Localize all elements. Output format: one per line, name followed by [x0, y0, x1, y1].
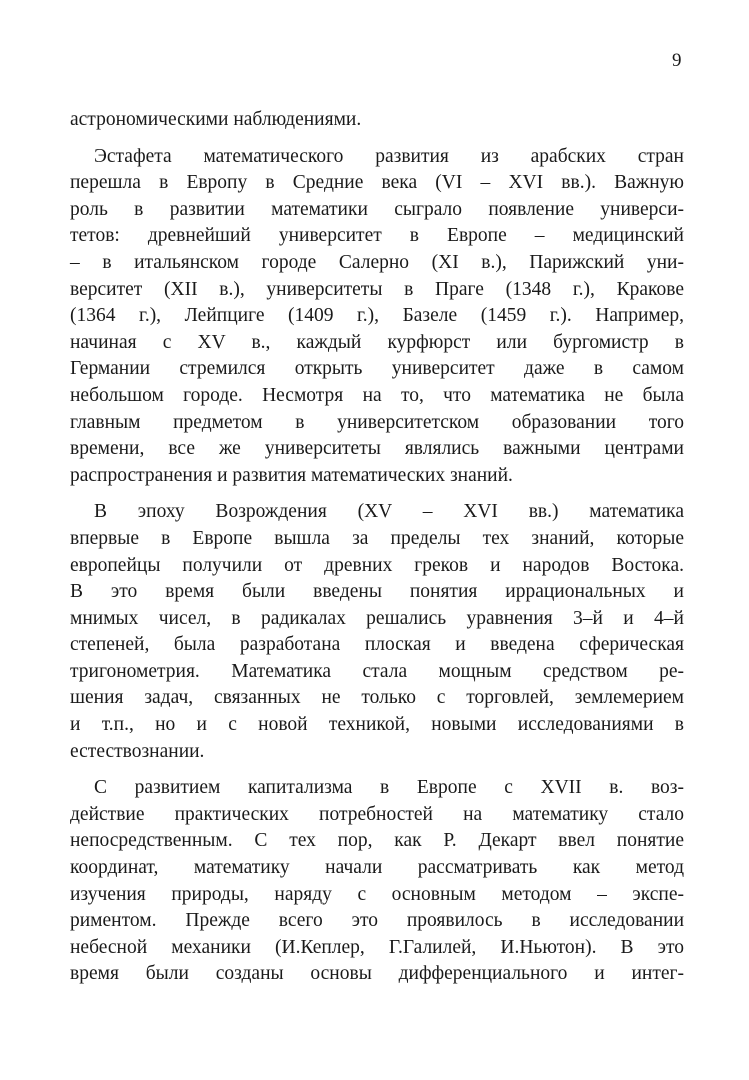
text-line: степеней, была разработана плоская и введена сферическая — [70, 634, 684, 656]
text-line: непосредственным. С тех пор, как Р. Декарт ввел понятие — [70, 830, 684, 852]
text-line: небольшом городе. Несмотря на то, что математика не была — [70, 384, 684, 406]
text-line: – в итальянском городе Салерно (XI в.), Парижский уни- — [70, 251, 684, 273]
text-line: тригонометрия. Математика стала мощным средством ре- — [70, 660, 684, 682]
text-line: перешла в Европу в Средние века (VI – XVI вв.). Важную — [70, 172, 684, 194]
text-line: риментом. Прежде всего это проявилось в исследовании — [70, 910, 684, 932]
text-line: В это время были введены понятия иррациональных и — [70, 581, 684, 603]
text-line: изучения природы, наряду с основным методом – экспе- — [70, 883, 684, 905]
text-line: тетов: древнейший университет в Европе – медицинский — [70, 225, 684, 247]
text-line: времени, все же университеты являлись важными центрами — [70, 438, 684, 460]
text-line: действие практических потребностей на математику стало — [70, 803, 684, 825]
text-line: верситет (XII в.), университеты в Праге (1348 г.), Кракове — [70, 278, 684, 300]
text-line: небесной механики (И.Кеплер, Г.Галилей, И.Ньютон). В это — [70, 936, 684, 958]
page-number: 9 — [672, 50, 682, 71]
paragraph — [70, 499, 684, 765]
text-line: европейцы получили от древних греков и народов Востока. — [70, 554, 684, 576]
text-line: и т.п., но и с новой техникой, новыми исследованиями в — [70, 714, 684, 736]
text-line: главным предметом в университетском образовании того — [70, 411, 684, 433]
text-line: шения задач, связанных не только с торговлей, землемерием — [70, 687, 684, 709]
text-line: распространения и развития математических знаний. — [70, 464, 513, 486]
text-line: координат, математику начали рассматривать как метод — [70, 857, 684, 879]
text-line: естествознании. — [70, 740, 205, 762]
paragraph — [70, 107, 684, 134]
text-line: Германии стремился открыть университет даже в самом — [70, 358, 684, 380]
text-line: В эпоху Возрождения (XV – XVI вв.) математика — [94, 501, 684, 523]
text-line: время были созданы основы дифференциального и интег- — [70, 963, 684, 985]
text-line: впервые в Европе вышла за пределы тех знаний, которые — [70, 527, 684, 549]
text-line: Эстафета математического развития из арабских стран — [94, 145, 684, 167]
paragraph — [70, 144, 684, 490]
text-line: (1364 г.), Лейпциге (1409 г.), Базеле (1459 г.). Например, — [70, 305, 684, 327]
page-body — [70, 107, 684, 988]
text-line: начиная с XV в., каждый курфюрст или бургомистр в — [70, 331, 684, 353]
text-line: астрономическими наблюдениями. — [70, 109, 362, 130]
text-line: мнимых чисел, в радикалах решались уравнения 3–й и 4–й — [70, 607, 684, 629]
text-line: роль в развитии математики сыграло появление универси- — [70, 198, 684, 220]
text-line: С развитием капитализма в Европе с XVII в. воз- — [94, 777, 684, 799]
paragraph — [70, 775, 684, 988]
